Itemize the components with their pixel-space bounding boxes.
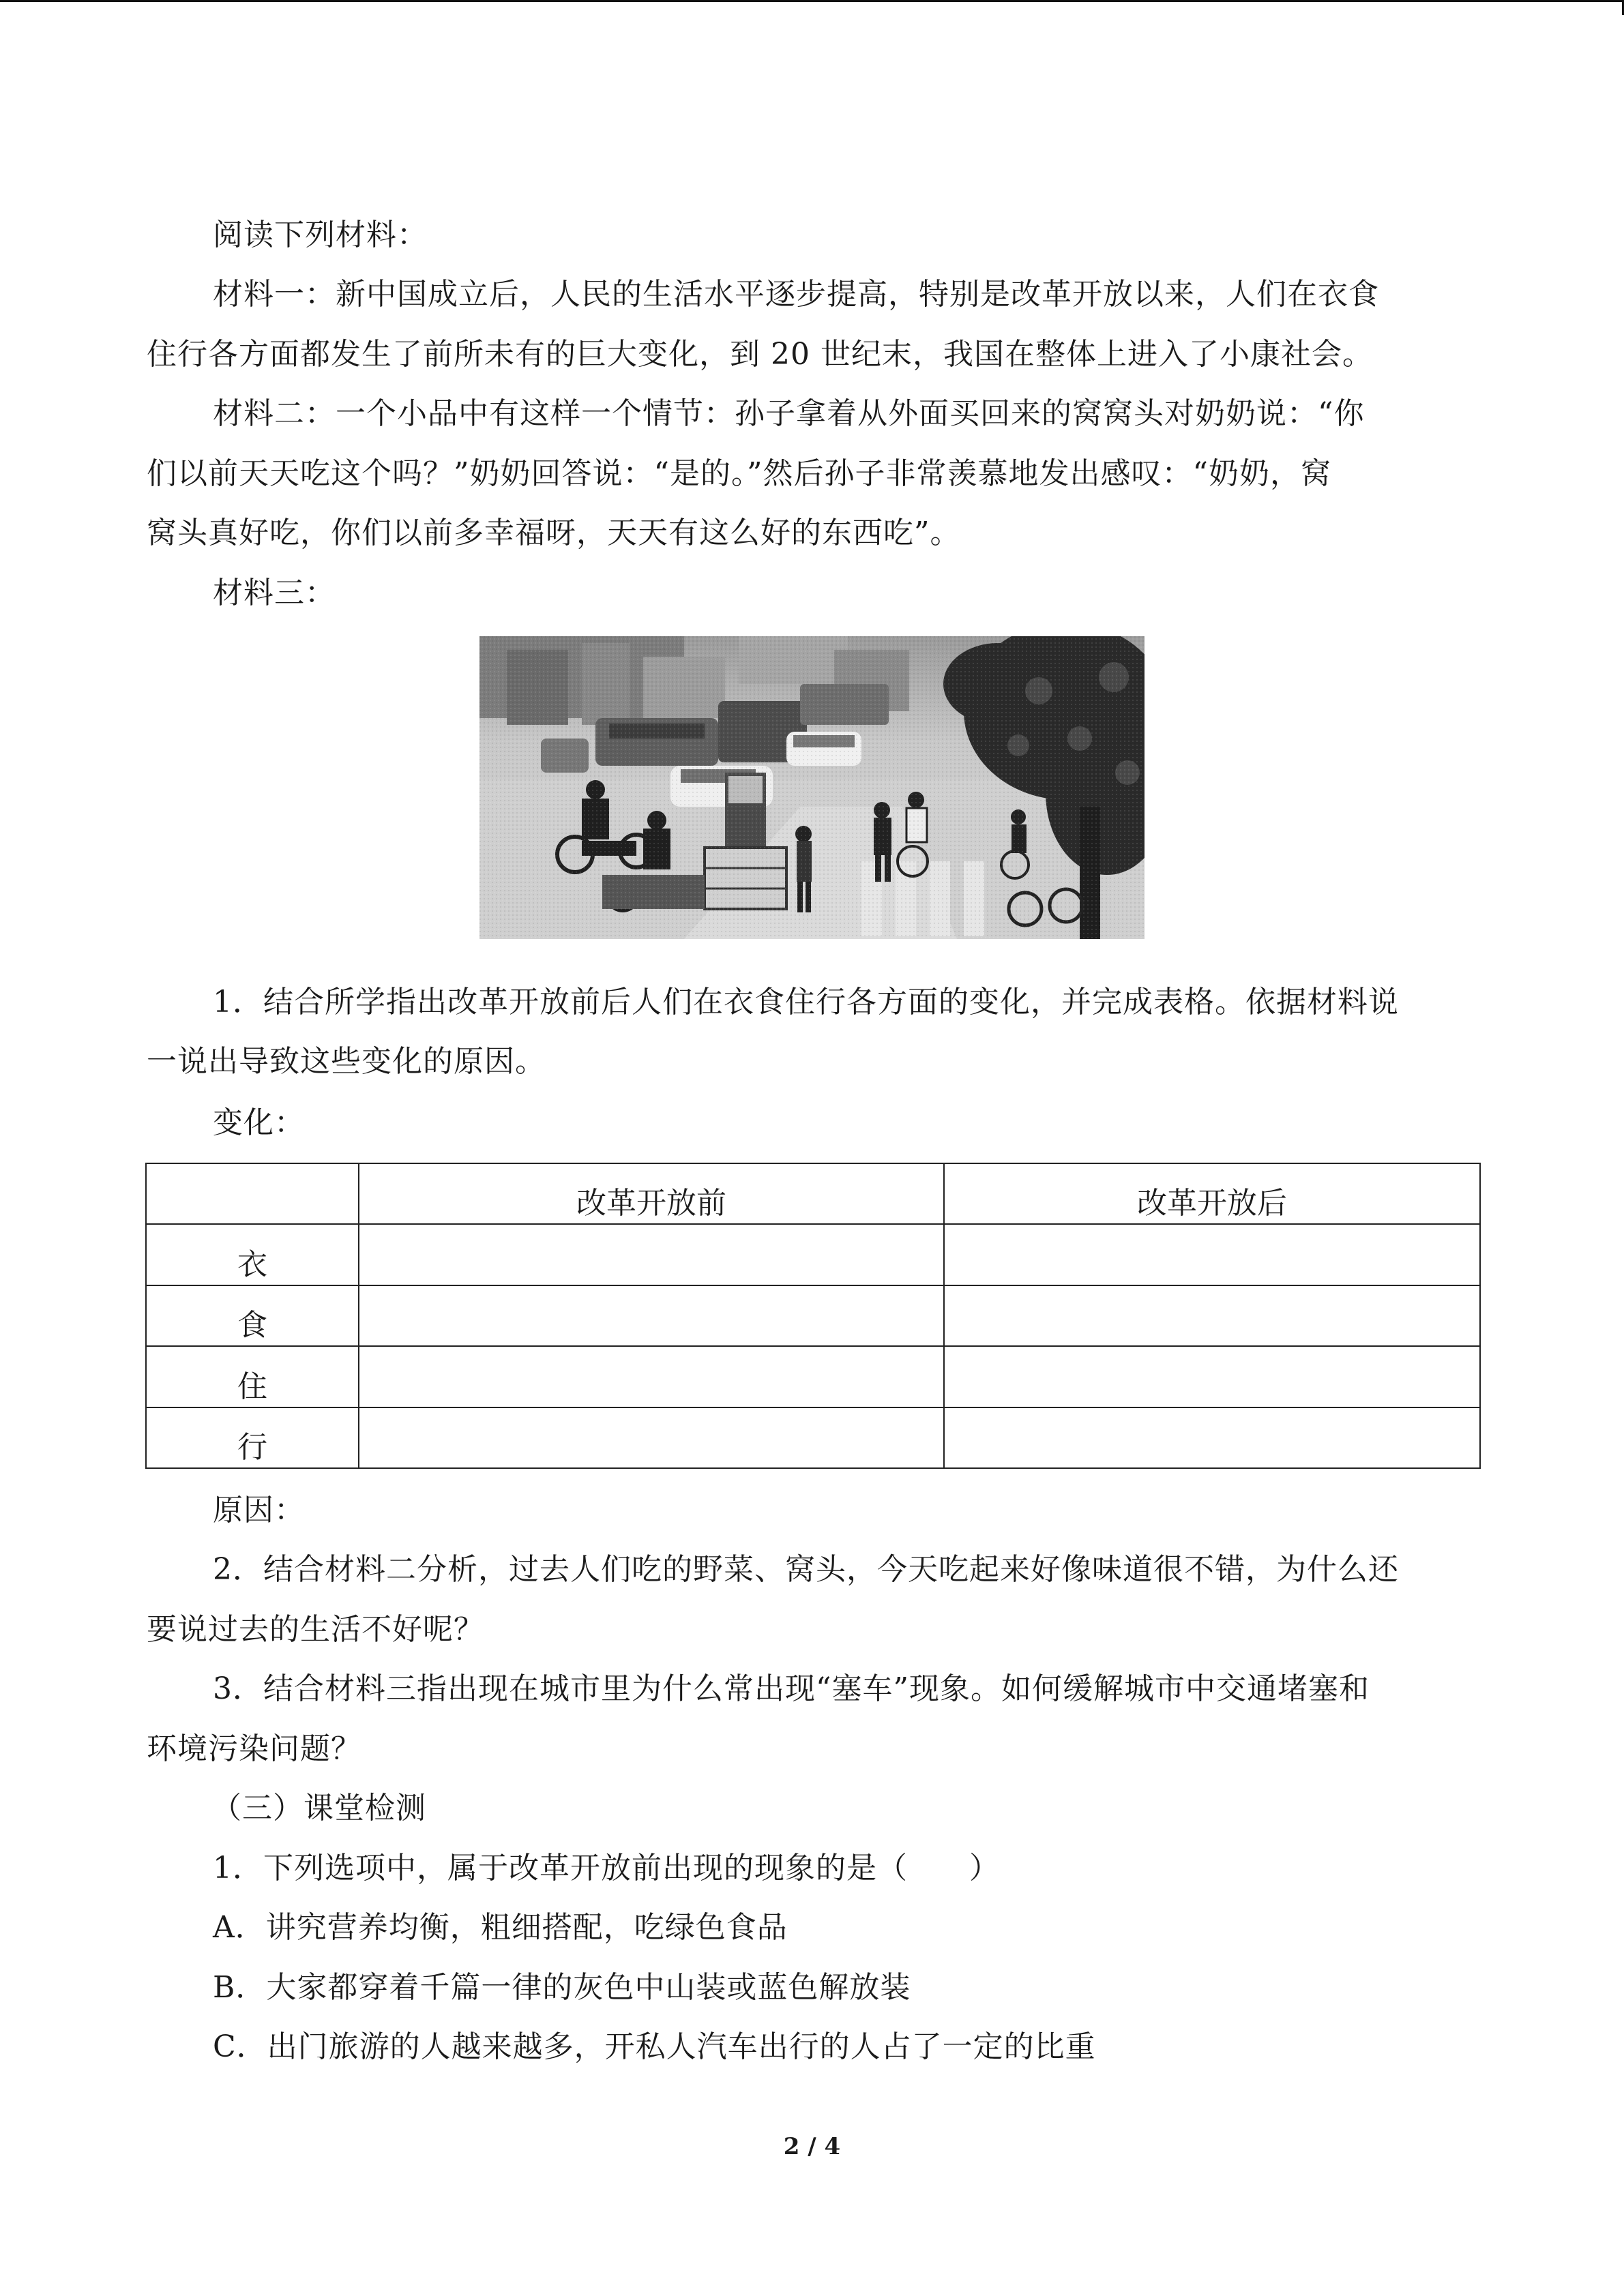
- answer-cell[interactable]: [359, 1346, 944, 1407]
- row-label-transport: 行: [146, 1407, 359, 1468]
- answer-cell[interactable]: [944, 1407, 1480, 1468]
- page-top-border: [0, 0, 1624, 2]
- answer-cell[interactable]: [359, 1285, 944, 1346]
- material-intro: 阅读下列材料：: [213, 218, 428, 252]
- mc-question: 1．下列选项中，属于改革开放前出现的现象的是（ ）: [213, 1851, 1000, 1885]
- question1-line1: 1．结合所学指出改革开放前后人们在衣食住行各方面的变化，并完成表格。依据材料说: [213, 985, 1399, 1019]
- answer-cell[interactable]: [359, 1224, 944, 1285]
- table-row: [146, 1224, 1480, 1285]
- material1-line1: 材料一：新中国成立后，人民的生活水平逐步提高，特别是改革开放以来，人们在衣食: [213, 277, 1379, 312]
- row-label-clothing: 衣: [146, 1224, 359, 1285]
- answer-cell[interactable]: [944, 1224, 1480, 1285]
- traffic-photo: [479, 636, 1145, 939]
- header-cell-after-reform: 改革开放后: [944, 1163, 1480, 1224]
- question2-line2: 要说过去的生活不好呢？: [147, 1612, 484, 1647]
- answer-cell[interactable]: [944, 1346, 1480, 1407]
- table-row: [146, 1285, 1480, 1346]
- row-label-food: 食: [146, 1285, 359, 1346]
- option-b[interactable]: B．大家都穿着千篇一律的灰色中山装或蓝色解放装: [213, 1970, 911, 2005]
- page-number: 2 / 4: [783, 2133, 841, 2160]
- question3-line2: 环境污染问题？: [147, 1731, 361, 1766]
- question1-line2: 一说出导致这些变化的原因。: [147, 1044, 546, 1079]
- header-cell-before-reform: 改革开放前: [359, 1163, 944, 1224]
- material1-line2: 住行各方面都发生了前所未有的巨大变化，到 20 世纪末，我国在整体上进入了小康社会。: [147, 337, 1373, 372]
- row-label-housing: 住: [146, 1346, 359, 1407]
- header-cell-empty: [146, 1163, 359, 1224]
- material2-line2: 们以前天天吃这个吗？”奶奶回答说：“是的。”然后孙子非常羡慕地发出感叹：“奶奶，窝: [147, 456, 1331, 491]
- material3-label: 材料三：: [213, 576, 336, 610]
- question2-line1: 2．结合材料二分析，过去人们吃的野菜、窝头，今天吃起来好像味道很不错，为什么还: [213, 1552, 1399, 1587]
- answer-cell[interactable]: [359, 1407, 944, 1468]
- reason-label: 原因：: [213, 1493, 305, 1527]
- table-row: [146, 1346, 1480, 1407]
- question3-line1: 3．结合材料三指出现在城市里为什么常出现“塞车”现象。如何缓解城市中交通堵塞和: [213, 1671, 1370, 1706]
- option-c[interactable]: C．出门旅游的人越来越多，开私人汽车出行的人占了一定的比重: [213, 2029, 1096, 2064]
- material2-line1: 材料二：一个小品中有这样一个情节：孙子拿着从外面买回来的窝窝头对奶奶说：“你: [213, 396, 1365, 431]
- material2-line3: 窝头真好吃，你们以前多幸福呀，天天有这么好的东西吃”。: [147, 516, 961, 550]
- table-header-row: [146, 1163, 1480, 1224]
- answer-cell[interactable]: [944, 1285, 1480, 1346]
- change-table: [145, 1163, 1481, 1469]
- section-heading: （三）课堂检测: [211, 1791, 426, 1825]
- option-a[interactable]: A．讲究营养均衡，粗细搭配，吃绿色食品: [213, 1910, 788, 1945]
- change-label: 变化：: [213, 1105, 305, 1140]
- table-row: [146, 1407, 1480, 1468]
